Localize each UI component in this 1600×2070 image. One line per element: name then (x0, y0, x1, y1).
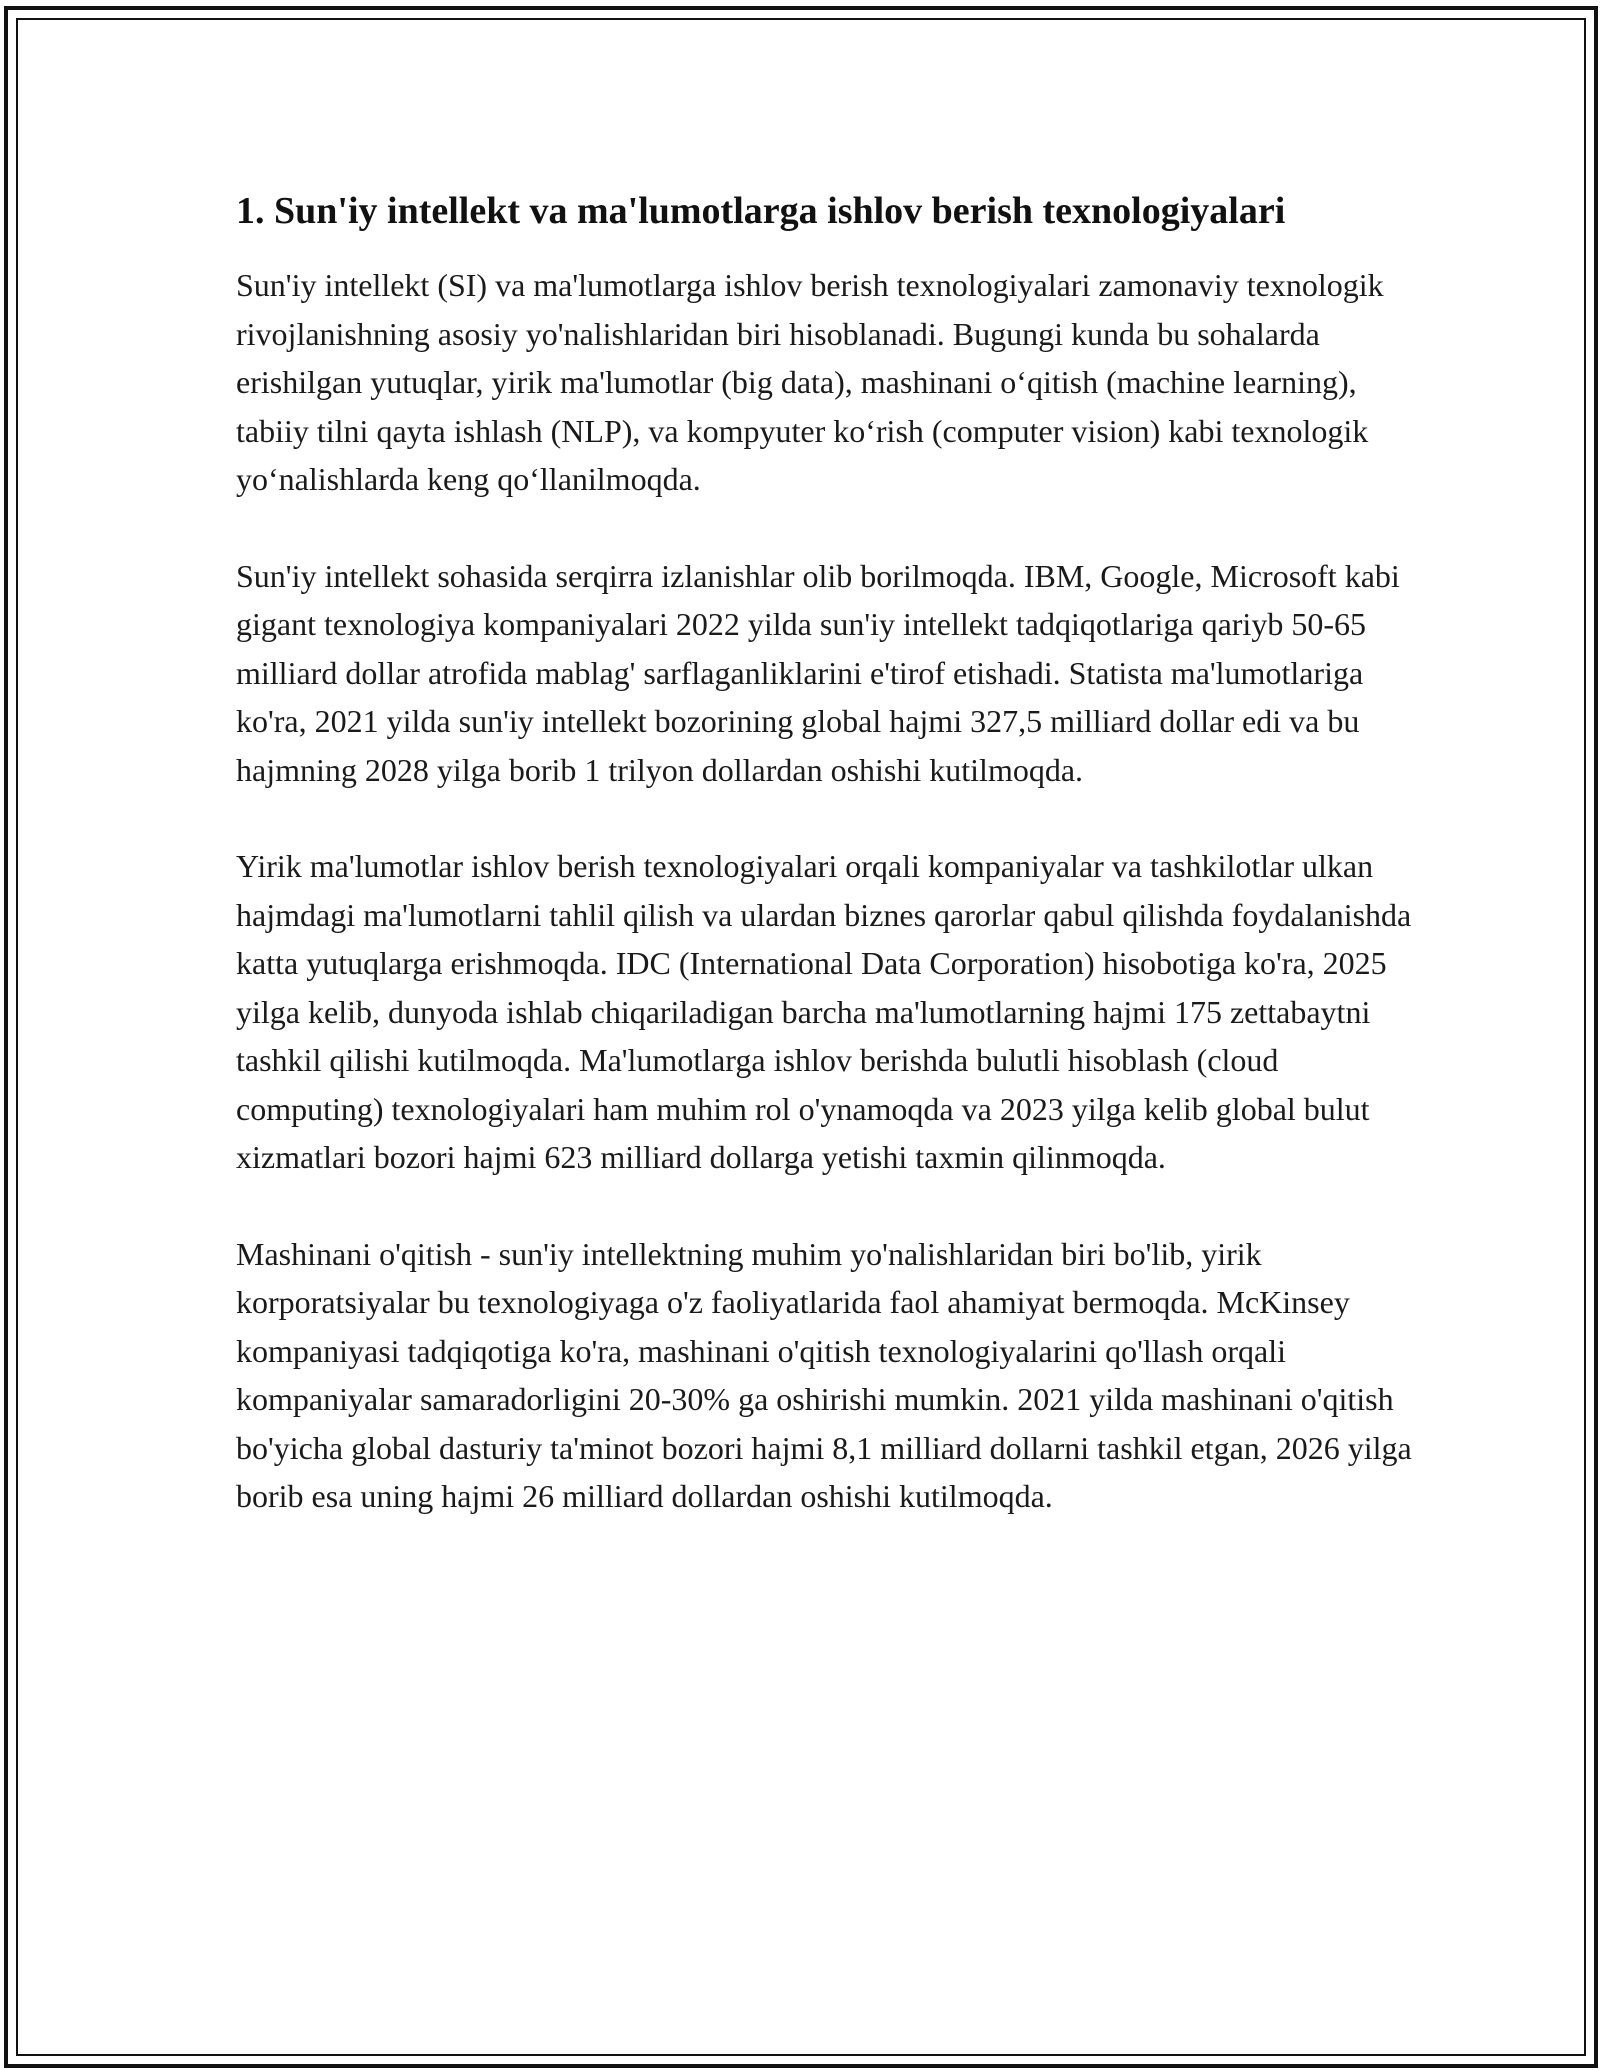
document-body (236, 183, 1416, 1569)
paragraph-big-data: Yirik ma'lumotlar ishlov berish texnologiyalari orqali kompaniyalar va tashkilotlar ulkan hajmdagi ma'lumotlarni tahlil qilish va ulardan biznes qarorlar qabul qilishda foydalanishda katta yutuqlarga erishmoqda. IDC (International Data Corporation) hisobotiga ko'ra, 2025 yilga kelib, dunyoda ishlab chiqariladigan barcha ma'lumotlarning hajmi 175 zettabaytni tashkil qilishi kutilmoqda. Ma'lumotlarga ishlov berishda bulutli hisoblash (cloud computing) texnologiyalari ham muhim rol o'ynamoqda va 2023 yilga kelib global bulut xizmatlari bozori hajmi 623 milliard dollarga yetishi taxmin qilinmoqda. (236, 848, 1412, 1175)
paragraph-machine-learning: Mashinani o'qitish - sun'iy intellektning muhim yo'nalishlaridan biri bo'lib, yirik korporatsiyalar bu texnologiyaga o'z faoliyatlarida faol ahamiyat bermoqda. McKinsey kompaniyasi tadqiqotiga ko'ra, mashinani o'qitish texnologiyalarini qo'llash orqali kompaniyalar samaradorligini 20-30% ga oshirishi mumkin. 2021 yilda mashinani o'qitish bo'yicha global dasturiy ta'minot bozori hajmi 8,1 milliard dollarni tashkil etgan, 2026 yilga borib esa uning hajmi 26 milliard dollardan oshishi kutilmoqda. (236, 1235, 1412, 1514)
paragraph-ai-investment: Sun'iy intellekt sohasida serqirra izlanishlar olib borilmoqda. IBM, Google, Microsoft kabi gigant texnologiya kompaniyalari 2022 yilda sun'iy intellekt tadqiqotlariga qariyb 50-65 milliard dollar atrofida mablag' sarflaganliklarini e'tirof etishadi. Statista ma'lumotlariga ko'ra, 2021 yilda sun'iy intellekt bozorining global hajmi 327,5 milliard dollar edi va bu hajmning 2028 yilga borib 1 trilyon dollardan oshishi kutilmoqda. (236, 557, 1400, 788)
section-heading: 1. Sun'iy intellekt va ma'lumotlarga ishlov berish texnologiyalari (236, 190, 1286, 232)
paragraph-intro: Sun'iy intellekt (SI) va ma'lumotlarga ishlov berish texnologiyalari zamonaviy texnologik rivojlanishning asosiy yo'nalishlaridan biri hisoblanadi. Bugungi kunda bu sohalarda erishilgan yutuqlar, yirik ma'lumotlar (big data), mashinani o‘qitish (machine learning), tabiiy tilni qayta ishlash (NLP), va kompyuter ko‘rish (computer vision) kabi texnologik yo‘nalishlarda keng qo‘llanilmoqda. (236, 267, 1384, 497)
